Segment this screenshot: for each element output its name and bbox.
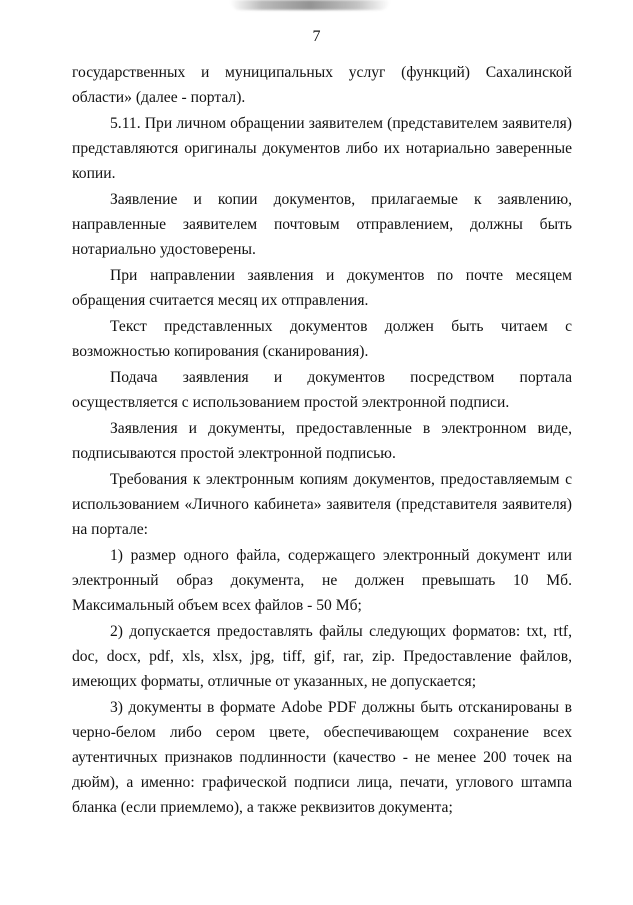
list-item-file-size: 1) размер одного файла, содержащего электронный документ или электронный образ документа, не должен превышать 10 Мб. Максимальный объем всех файлов - 50 Мб; <box>72 547 572 614</box>
paragraph-portal-signature: Подача заявления и документов посредством портала осуществляется с использованием простой электронной подписи. <box>72 369 572 411</box>
paragraph-notarization: Заявление и копии документов, прилагаемые к заявлению, направленные заявителем почтовым отправлением, должны быть нотариально удостоверены. <box>72 191 572 258</box>
paragraph-requirements: Требования к электронным копиям документов, предоставляемым с использованием «Личного кабинета» заявителя (представителя заявителя) на портале: <box>72 471 572 538</box>
list-item-pdf-scan: 3) документы в формате Adobe PDF должны быть отсканированы в черно-белом либо сером цвете, обеспечивающем сохранение всех аутентичных признаков подлинности (качество - не менее 200 точек на дюйм), а именно: графической подписи лица, печати, углового штампа бланка (если приемлемо), а также реквизитов документа; <box>72 699 572 816</box>
paragraph-mail-month: При направлении заявления и документов по почте месяцем обращения считается месяц их отправления. <box>72 267 572 309</box>
page-number: 7 <box>312 28 321 45</box>
paragraph-electronic-signed: Заявления и документы, предоставленные в электронном виде, подписываются простой электронной подписью. <box>72 420 572 462</box>
document-body <box>72 60 572 821</box>
list-item-file-formats: 2) допускается предоставлять файлы следующих форматов: txt, rtf, doc, docx, pdf, xls, xlsx, jpg, tiff, gif, rar, zip. Предоставление файлов, имеющих форматы, отличные от указанных, не допускается; <box>72 623 572 690</box>
scan-artifact <box>230 0 390 10</box>
paragraph-readable-text: Текст представленных документов должен быть читаем с возможностью копирования (сканирования). <box>72 318 572 360</box>
paragraph-continuation: государственных и муниципальных услуг (функций) Сахалинской области» (далее - портал). <box>72 64 572 106</box>
paragraph-5-11: 5.11. При личном обращении заявителем (представителем заявителя) представляются оригиналы документов либо их нотариально заверенные копии. <box>72 115 572 182</box>
